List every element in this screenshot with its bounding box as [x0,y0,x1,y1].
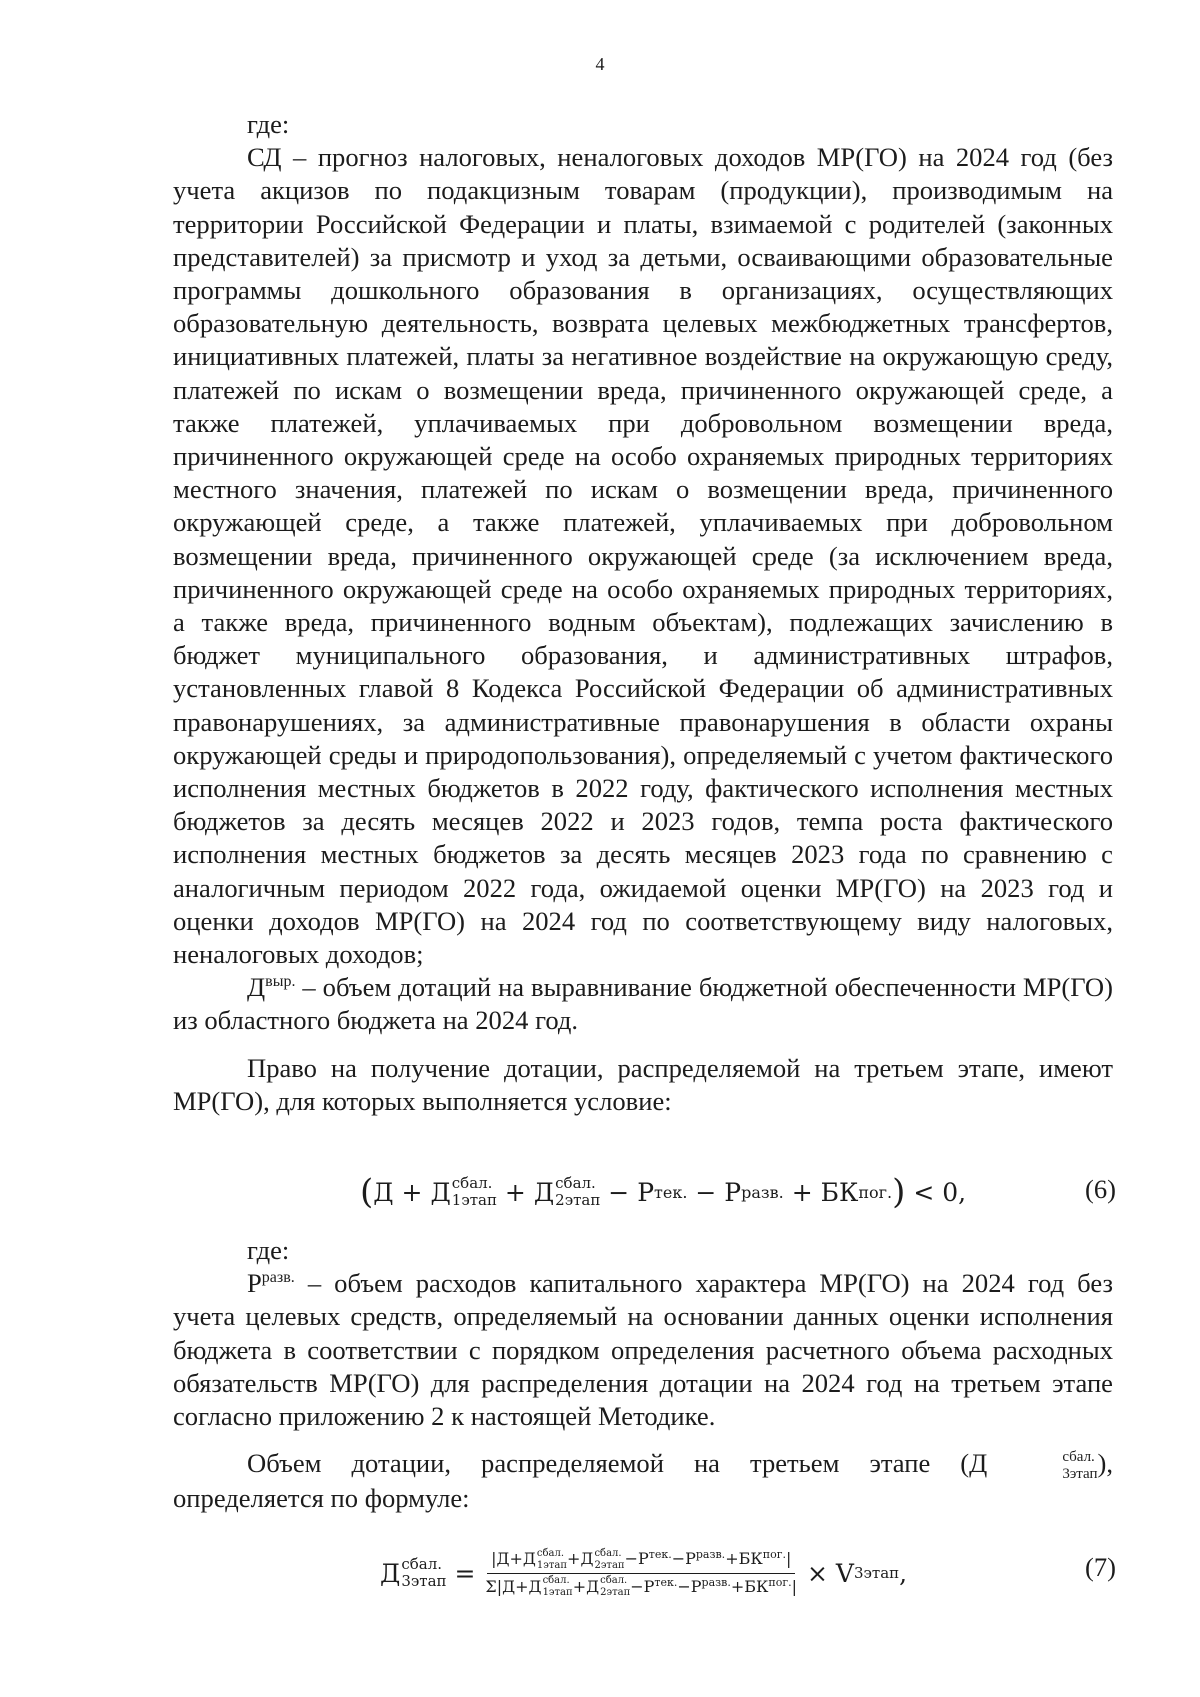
equation-number-6: (6) [1084,1174,1116,1204]
where-label-1: где: [247,109,290,139]
rrazv-text: – объем расходов капитального характера МР(ГО) на 2024 год без учета целевых средств, определяемый на основании данных оценки исполнения бюджета в соответствии с порядком определения расчетного объема расходных обязательств МР(ГО) для распределения дотации на 2024 год на третьем этапе согласно приложению 2 к настоящей Методике. [173,1268,1113,1432]
page-number: 4 [595,54,605,74]
dvyr-sup: выр. [265,973,296,991]
text-block-middle [173,1234,1113,1515]
formula-7: Д сбал. 3этап = |Д+Д сбал. 1этап +Д сбал. 2этап $-Р^{тек.}-Р^{разв.}+БК^{пог.}|$ Σ|Д+Д сбал. 1этап +Д сбал. 2этап $-Р^{тек.}-Р^{разв.}+БК^{пог.}|$ × V 3этап , [380,1547,908,1598]
fraction-denominator: Σ|Д+Д сбал. 1этап +Д сбал. 2этап $-Р^{тек.}-Р^{разв.}+БК^{пог.}|$ [485,1575,797,1598]
sd-definition: СД – прогноз налоговых, неналоговых доходов МР(ГО) на 2024 год (без учета акцизов по подакцизным товарам (продукции), производимым на территории Российской Федерации и платы, взимаемой с родителей (законных представителей) за присмотр и уход за детьми, осваивающими образовательные программы дошкольного образования в организациях, осуществляющих образовательную деятельность, возврата целевых межбюджетных трансфертов, инициативных платежей, платы за негативное воздействие на окружающую среду, платежей по искам о возмещении вреда, причиненного окружающей среде, а также платежей, уплачиваемых при добровольном возмещении вреда, причиненного окружающей среде на особо охраняемых природных территориях местного значения, платежей по искам о возмещении вреда, причиненного окружающей среде, а также платежей, уплачиваемых при добровольном возмещении вреда, причиненного окружающей среде (за исключением вреда, причиненного окружающей среде на особо охраняемых природных территориях, а также вреда, причиненного водным объектам), подлежащих зачислению в бюджет муниципального образования, и административных штрафов, установленных главой 8 Кодекса Российской Федерации об административных правонарушениях, за административные правонарушения в области охраны окружающей среды и природопользования), определяемый с учетом фактического исполнения местных бюджетов в 2022 году, фактического исполнения местных бюджетов за десять месяцев 2022 и 2023 годов, темпа роста фактического исполнения местных бюджетов за десять месяцев 2023 года по сравнению с аналогичным периодом 2022 года, ожидаемой оценки МР(ГО) на 2023 год и оценки доходов МР(ГО) на 2024 год по соответствующему виду налоговых, неналоговых доходов; [173,142,1113,970]
fraction-numerator: |Д+Д сбал. 1этап +Д сбал. 2этап $-Р^{тек.}-Р^{разв.}+БК^{пог.}|$ [487,1548,795,1574]
where-label-2: где: [247,1235,290,1265]
rrazv-definition [173,1267,1113,1433]
volume-paragraph: Объем дотации, распределяемой на третьем этапе (Д сбал. 3этап ), определяется по формуле: [173,1448,1113,1514]
dvyr-text: – объем дотаций на выравнивание бюджетной обеспеченности МР(ГО) из областного бюджета на 2024 год. [173,972,1113,1036]
equation-number-7: (7) [1084,1552,1116,1582]
dvyr-definition [173,971,1113,1037]
formula-6: ( Д + Д сбал. 1этап + Д сбал. 2этап − Р тек. − Р разв. + БК пог. ) < 0, [360,1172,967,1212]
right-condition-paragraph: Право на получение дотации, распределяемой на третьем этапе, имеют МР(ГО), для которых выполняется условие: [173,1052,1113,1116]
dvyr-symbol: Д [247,972,266,1003]
fraction-7 [481,1548,801,1598]
rrazv-symbol: Р [247,1268,262,1299]
rrazv-sup: разв. [261,1269,295,1287]
text-block-top [173,108,1113,1118]
